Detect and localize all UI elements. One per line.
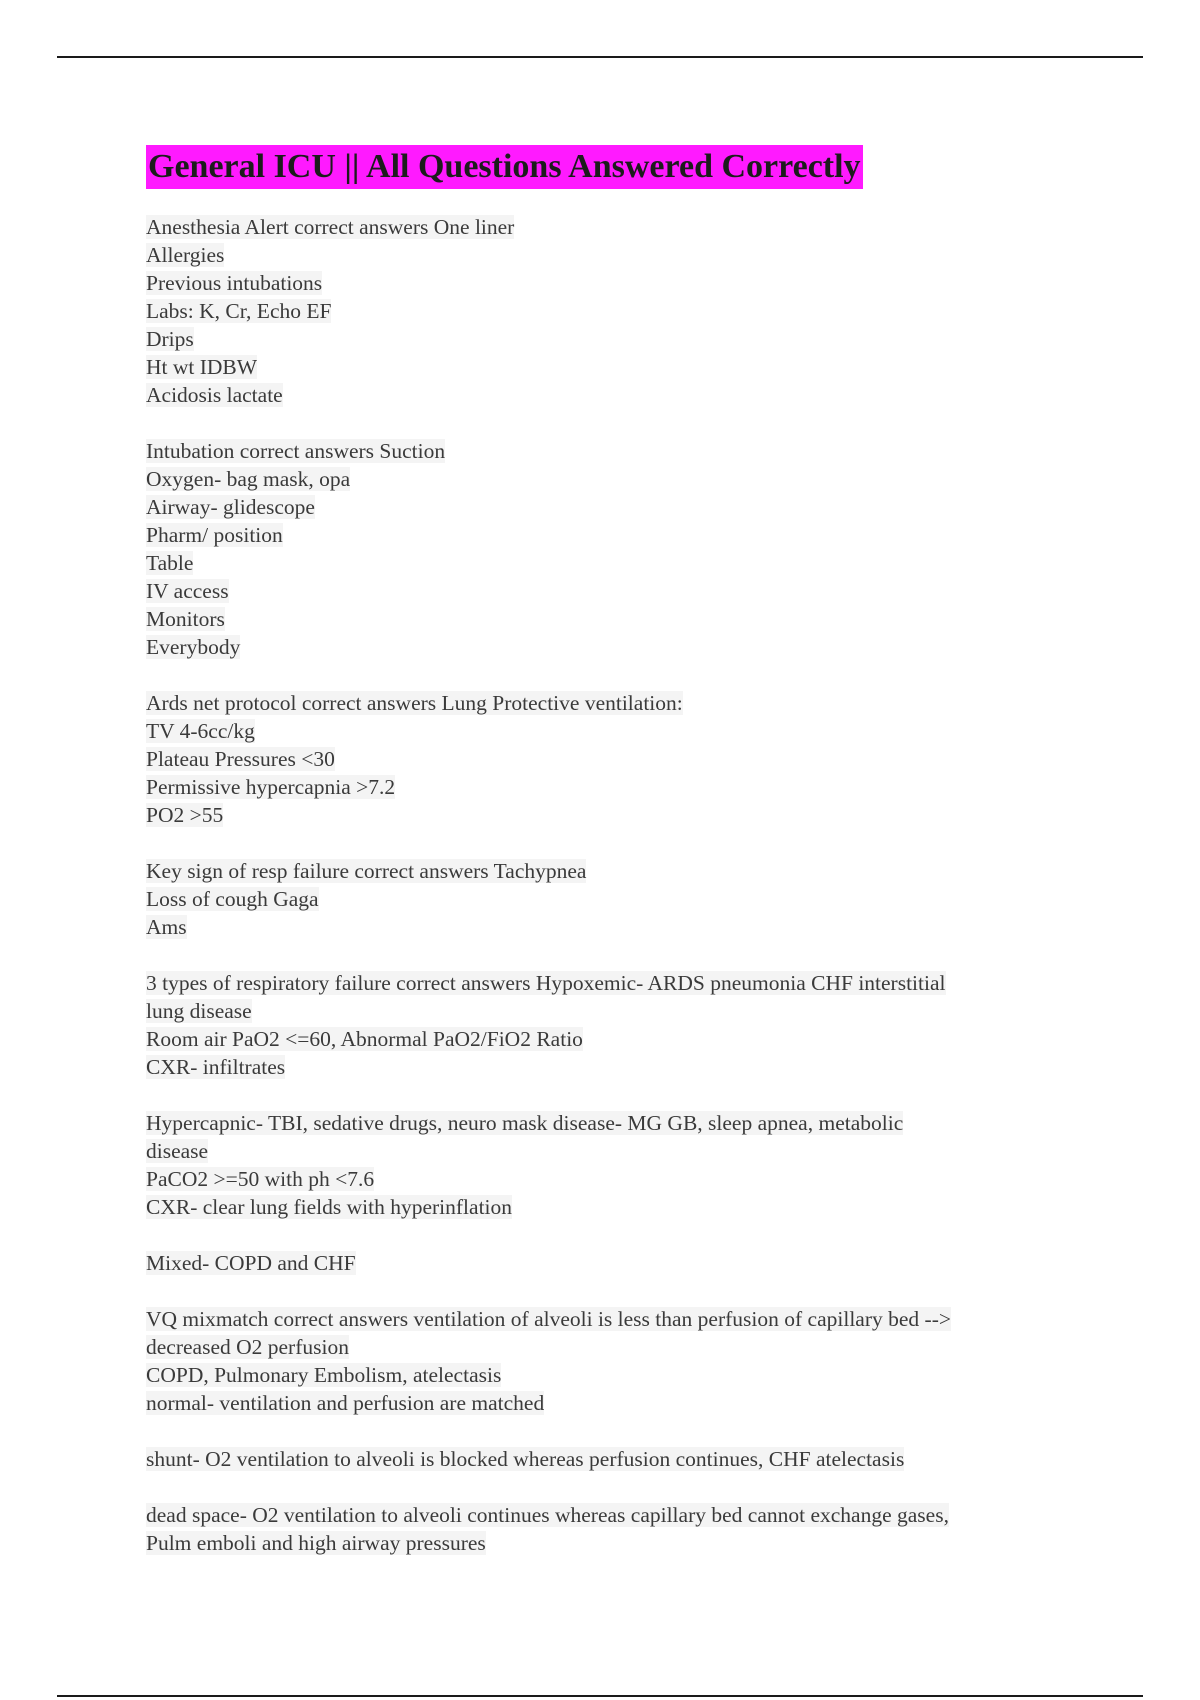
text-line — [146, 969, 1066, 997]
text-line-content: Key sign of resp failure correct answers Tachypnea — [146, 859, 587, 883]
text-line — [146, 325, 1066, 353]
text-line — [146, 1193, 1066, 1221]
text-line-content: Ht wt IDBW — [146, 355, 258, 379]
text-line-content: shunt- O2 ventilation to alveoli is blocked whereas perfusion continues, CHF atelectasis — [146, 1447, 905, 1471]
text-line — [146, 689, 1066, 717]
text-line-content: Loss of cough Gaga — [146, 887, 319, 911]
text-line-content: dead space- O2 ventilation to alveoli continues whereas capillary bed cannot exchange gases, — [146, 1503, 949, 1527]
text-line-content: Hypercapnic- TBI, sedative drugs, neuro mask disease- MG GB, sleep apnea, metabolic — [146, 1111, 904, 1135]
text-block — [146, 689, 1066, 829]
text-block — [146, 1305, 1066, 1417]
text-block — [146, 1501, 1066, 1557]
text-line-content: Pharm/ position — [146, 523, 283, 547]
text-line — [146, 717, 1066, 745]
text-line — [146, 549, 1066, 577]
text-block — [146, 1249, 1066, 1277]
document-body — [146, 145, 1066, 1585]
text-line-content: Allergies — [146, 243, 225, 267]
text-line — [146, 745, 1066, 773]
text-line-content: CXR- clear lung fields with hyperinflation — [146, 1195, 513, 1219]
text-line-content: Anesthesia Alert correct answers One liner — [146, 215, 515, 239]
text-line — [146, 633, 1066, 661]
text-line — [146, 997, 1066, 1025]
footer-rule — [57, 1695, 1143, 1697]
text-line — [146, 381, 1066, 409]
text-line — [146, 1109, 1066, 1137]
text-line-content: PO2 >55 — [146, 803, 224, 827]
text-line — [146, 1053, 1066, 1081]
text-line — [146, 353, 1066, 381]
text-block — [146, 1445, 1066, 1473]
text-line — [146, 1361, 1066, 1389]
text-line-content: disease — [146, 1139, 209, 1163]
text-line — [146, 297, 1066, 325]
text-line — [146, 493, 1066, 521]
text-line-content: VQ mixmatch correct answers ventilation of alveoli is less than perfusion of capillary bed --> — [146, 1307, 951, 1331]
text-line — [146, 437, 1066, 465]
text-line — [146, 1249, 1066, 1277]
text-line — [146, 1501, 1066, 1529]
text-line — [146, 1333, 1066, 1361]
text-line-content: Drips — [146, 327, 194, 351]
document-blocks — [146, 213, 1066, 1557]
text-line — [146, 773, 1066, 801]
text-line-content: normal- ventilation and perfusion are matched — [146, 1391, 545, 1415]
text-line-content: CXR- infiltrates — [146, 1055, 286, 1079]
text-line — [146, 577, 1066, 605]
text-line — [146, 885, 1066, 913]
text-line-content: Intubation correct answers Suction — [146, 439, 446, 463]
text-block — [146, 437, 1066, 661]
text-line — [146, 801, 1066, 829]
text-line — [146, 1305, 1066, 1333]
text-line — [146, 1025, 1066, 1053]
text-line-content: COPD, Pulmonary Embolism, atelectasis — [146, 1363, 502, 1387]
text-line-content: Pulm emboli and high airway pressures — [146, 1531, 486, 1555]
text-line-content: IV access — [146, 579, 229, 603]
text-line — [146, 269, 1066, 297]
text-line-content: lung disease — [146, 999, 252, 1023]
text-line-content: Table — [146, 551, 194, 575]
text-block — [146, 213, 1066, 409]
text-line-content: Labs: K, Cr, Echo EF — [146, 299, 332, 323]
text-line — [146, 241, 1066, 269]
text-block — [146, 857, 1066, 941]
text-line — [146, 521, 1066, 549]
text-line — [146, 1529, 1066, 1557]
text-line — [146, 857, 1066, 885]
text-block — [146, 1109, 1066, 1221]
text-line-content: PaCO2 >=50 with ph <7.6 — [146, 1167, 375, 1191]
text-line-content: 3 types of respiratory failure correct answers Hypoxemic- ARDS pneumonia CHF interstitial — [146, 971, 946, 995]
text-line-content: TV 4-6cc/kg — [146, 719, 255, 743]
text-line — [146, 1389, 1066, 1417]
text-line-content: Permissive hypercapnia >7.2 — [146, 775, 396, 799]
text-line — [146, 1137, 1066, 1165]
text-line-content: Plateau Pressures <30 — [146, 747, 335, 771]
text-block — [146, 969, 1066, 1081]
header-rule — [57, 56, 1143, 58]
text-line — [146, 213, 1066, 241]
text-line-content: Ards net protocol correct answers Lung Protective ventilation: — [146, 691, 683, 715]
text-line-content: Monitors — [146, 607, 225, 631]
text-line-content: Airway- glidescope — [146, 495, 315, 519]
text-line-content: Acidosis lactate — [146, 383, 283, 407]
text-line-content: Ams — [146, 915, 187, 939]
text-line-content: Mixed- COPD and CHF — [146, 1251, 356, 1275]
text-line — [146, 605, 1066, 633]
text-line-content: decreased O2 perfusion — [146, 1335, 349, 1359]
text-line — [146, 913, 1066, 941]
text-line — [146, 465, 1066, 493]
text-line-content: Everybody — [146, 635, 241, 659]
text-line — [146, 1445, 1066, 1473]
text-line-content: Room air PaO2 <=60, Abnormal PaO2/FiO2 Ratio — [146, 1027, 583, 1051]
text-line — [146, 1165, 1066, 1193]
document-title: General ICU || All Questions Answered Correctly — [146, 145, 863, 189]
text-line-content: Oxygen- bag mask, opa — [146, 467, 351, 491]
text-line-content: Previous intubations — [146, 271, 323, 295]
